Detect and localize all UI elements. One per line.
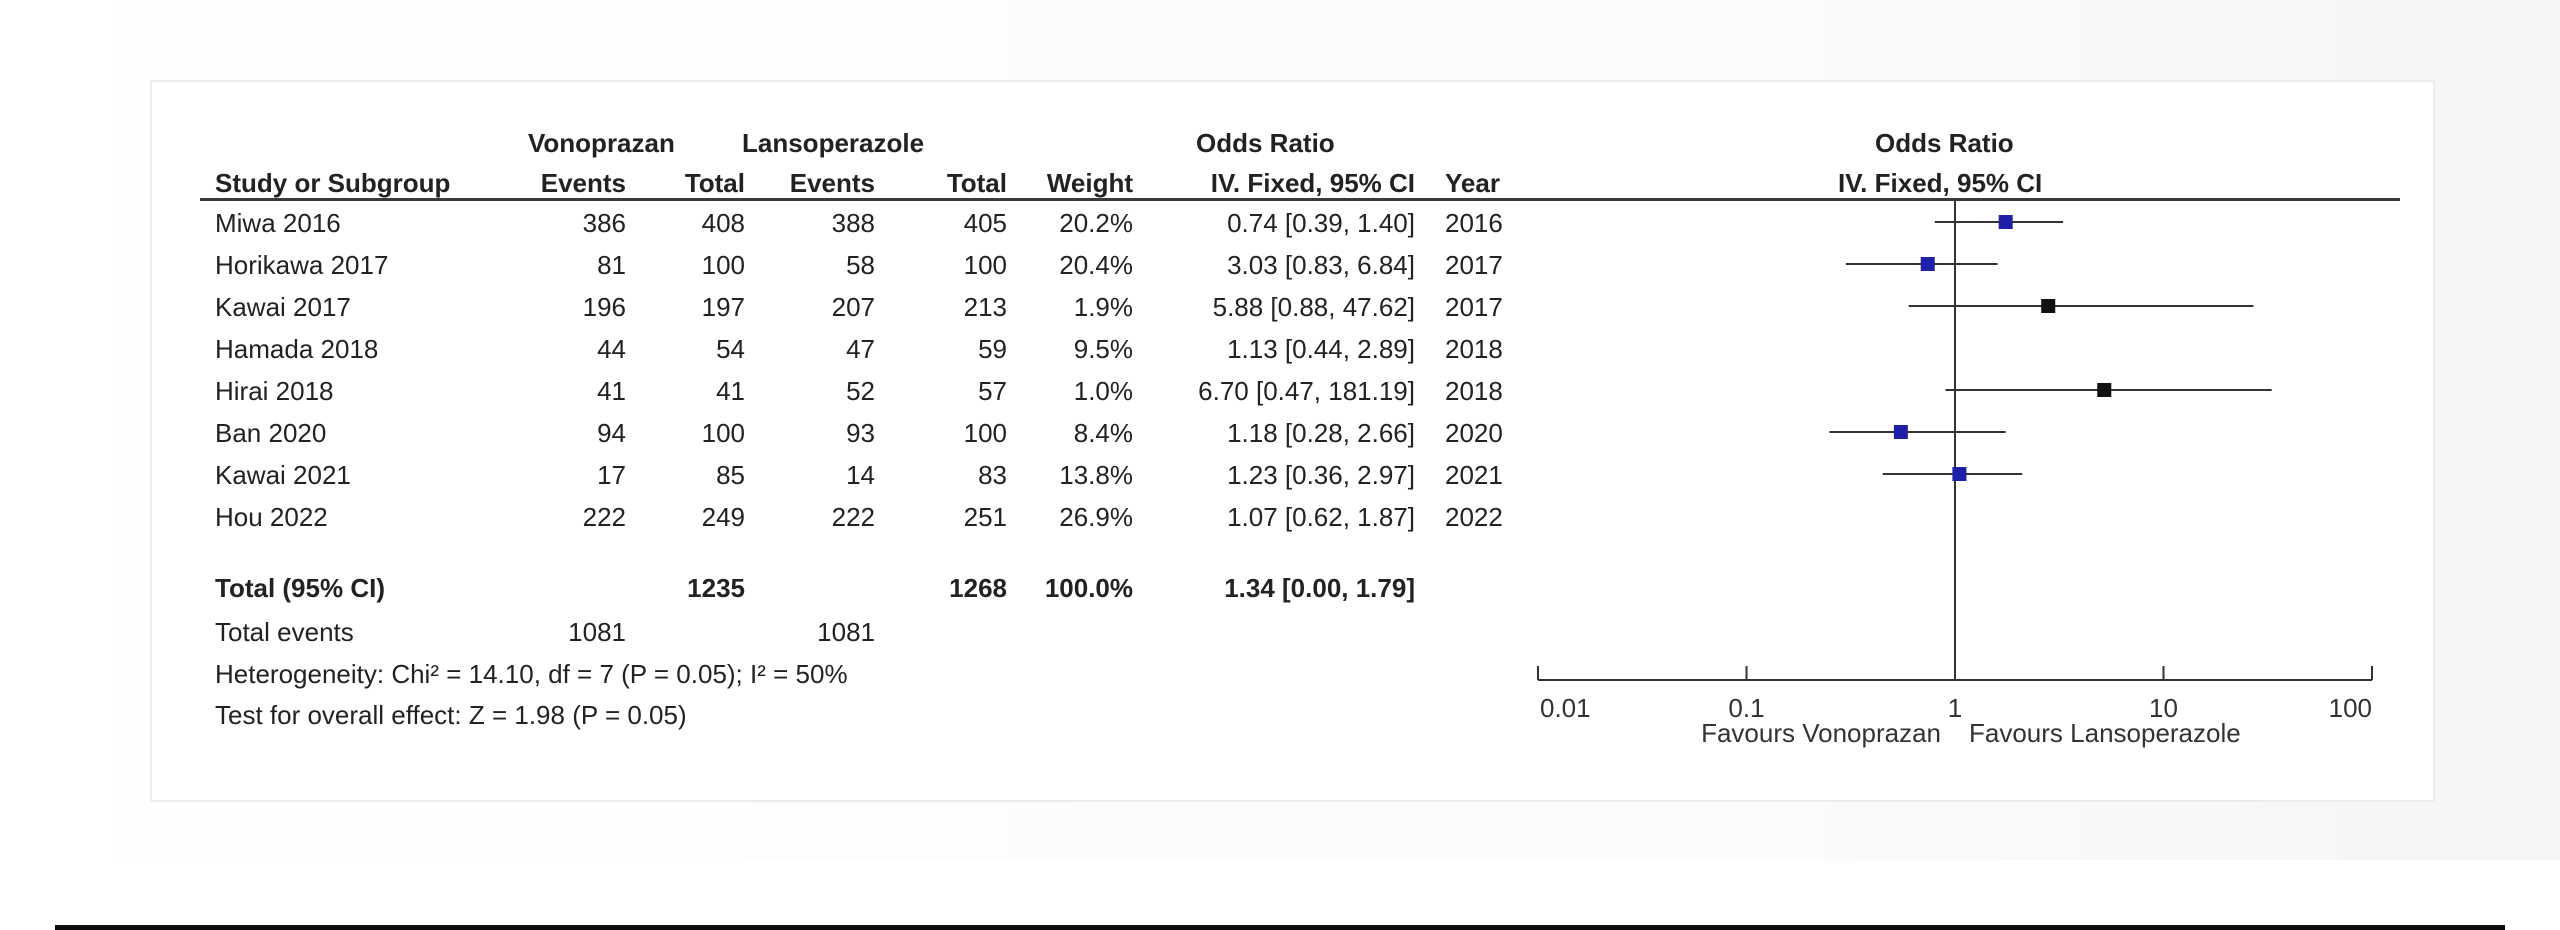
total-events-label: Total events (215, 617, 354, 647)
study-name: Hirai 2018 (215, 376, 334, 406)
year-cell: 2018 (1445, 334, 1503, 364)
total2-cell: 100 (963, 250, 1007, 280)
year-cell: 2020 (1445, 418, 1503, 448)
total-events1: 1081 (568, 617, 626, 647)
point-estimate-marker (1952, 467, 1966, 481)
year-cell: 2021 (1445, 460, 1503, 490)
ci-cell: 1.23 [0.36, 2.97] (1227, 460, 1415, 490)
total-total2: 1268 (949, 573, 1007, 603)
year-cell: 2017 (1445, 292, 1503, 322)
year-cell: 2016 (1445, 208, 1503, 238)
weight-cell: 13.8% (1059, 460, 1133, 490)
total1-cell: 197 (701, 292, 745, 322)
total1-cell: 85 (716, 460, 745, 490)
events2-cell: 52 (846, 376, 875, 406)
events2-cell: 222 (831, 502, 875, 532)
events2-cell: 207 (831, 292, 875, 322)
events1-cell: 386 (582, 208, 626, 238)
total2-cell: 57 (978, 376, 1007, 406)
study-name: Hou 2022 (215, 502, 328, 532)
weight-cell: 20.2% (1059, 208, 1133, 238)
events2-cell: 58 (846, 250, 875, 280)
x-tick-label: 10 (2149, 693, 2178, 723)
study-name: Kawai 2021 (215, 460, 351, 490)
study-column-header: Study or Subgroup (215, 168, 451, 198)
weight-cell: 20.4% (1059, 250, 1133, 280)
weight-cell: 8.4% (1073, 418, 1133, 448)
total2-header: Total (946, 168, 1007, 198)
favours-left-label: Favours Vonoprazan (1701, 718, 1941, 748)
events1-cell: 17 (597, 460, 626, 490)
ci-cell: 1.13 [0.44, 2.89] (1227, 334, 1415, 364)
plot-title: Odds Ratio (1875, 128, 2014, 158)
study-name: Horikawa 2017 (215, 250, 389, 280)
events1-cell: 41 (597, 376, 626, 406)
study-name: Miwa 2016 (215, 208, 341, 238)
favours-right-label: Favours Lansoperazole (1969, 718, 2241, 748)
total2-cell: 59 (978, 334, 1007, 364)
weight-cell: 9.5% (1073, 334, 1133, 364)
point-estimate-marker (2097, 383, 2111, 397)
events1-cell: 222 (582, 502, 626, 532)
study-name: Ban 2020 (215, 418, 327, 448)
year-cell: 2017 (1445, 250, 1503, 280)
x-tick-label: 1 (1947, 693, 1963, 723)
point-estimate-marker (2041, 299, 2055, 313)
group1-header: Vonoprazan (528, 128, 675, 158)
total-label: Total (95% CI) (215, 573, 385, 603)
point-estimate-marker (1999, 215, 2013, 229)
ci-cell: 6.70 [0.47, 181.19] (1198, 376, 1415, 406)
year-cell: 2022 (1445, 502, 1503, 532)
events1-cell: 44 (597, 334, 626, 364)
total-weight: 100.0% (1044, 573, 1133, 603)
total-total1: 1235 (687, 573, 745, 603)
year-cell: 2018 (1445, 376, 1503, 406)
x-tick-label: 100 (2328, 693, 2372, 723)
events2-cell: 14 (846, 460, 875, 490)
total-ci: 1.34 [0.00, 1.79] (1224, 573, 1415, 603)
total1-header: Total (684, 168, 745, 198)
total2-cell: 100 (963, 418, 1007, 448)
events2-cell: 93 (846, 418, 875, 448)
ci-cell: 1.07 [0.62, 1.87] (1227, 502, 1415, 532)
study-name: Hamada 2018 (215, 334, 379, 364)
total2-cell: 213 (963, 292, 1007, 322)
overall-effect-text: Test for overall effect: Z = 1.98 (P = 0.05) (215, 700, 687, 730)
point-estimate-marker (1894, 425, 1908, 439)
events1-cell: 81 (597, 250, 626, 280)
total1-cell: 41 (716, 376, 745, 406)
events2-cell: 388 (831, 208, 875, 238)
total1-cell: 249 (701, 502, 745, 532)
x-tick-label: 0.01 (1540, 693, 1591, 723)
total1-cell: 408 (701, 208, 745, 238)
events1-header: Events (540, 168, 626, 198)
point-estimate-marker (1921, 257, 1935, 271)
ci-cell: 3.03 [0.83, 6.84] (1227, 250, 1415, 280)
ci-header: IV. Fixed, 95% CI (1210, 168, 1415, 198)
total2-cell: 405 (963, 208, 1007, 238)
total1-cell: 100 (701, 418, 745, 448)
weight-cell: 26.9% (1059, 502, 1133, 532)
study-name: Kawai 2017 (215, 292, 351, 322)
group2-header: Lansoperazole (742, 128, 925, 158)
x-tick-label: 0.1 (1728, 693, 1765, 723)
heterogeneity-text: Heterogeneity: Chi² = 14.10, df = 7 (P = 0.05); I² = 50% (215, 659, 848, 689)
total1-cell: 54 (716, 334, 745, 364)
bottom-divider (55, 925, 2505, 930)
total2-cell: 83 (978, 460, 1007, 490)
weight-header: Weight (1046, 168, 1133, 198)
events2-header: Events (789, 168, 875, 198)
plot-subtitle: IV. Fixed, 95% CI (1838, 168, 2043, 198)
ci-cell: 5.88 [0.88, 47.62] (1212, 292, 1415, 322)
total1-cell: 100 (701, 250, 745, 280)
weight-cell: 1.0% (1073, 376, 1133, 406)
weight-cell: 1.9% (1073, 292, 1133, 322)
total-events2: 1081 (817, 617, 875, 647)
events1-cell: 196 (582, 292, 626, 322)
ci-cell: 1.18 [0.28, 2.66] (1227, 418, 1415, 448)
ci-cell: 0.74 [0.39, 1.40] (1227, 208, 1415, 238)
or-column-title: Odds Ratio (1196, 128, 1335, 158)
total2-cell: 251 (963, 502, 1007, 532)
events2-cell: 47 (846, 334, 875, 364)
events1-cell: 94 (597, 418, 626, 448)
year-header: Year (1445, 168, 1500, 198)
